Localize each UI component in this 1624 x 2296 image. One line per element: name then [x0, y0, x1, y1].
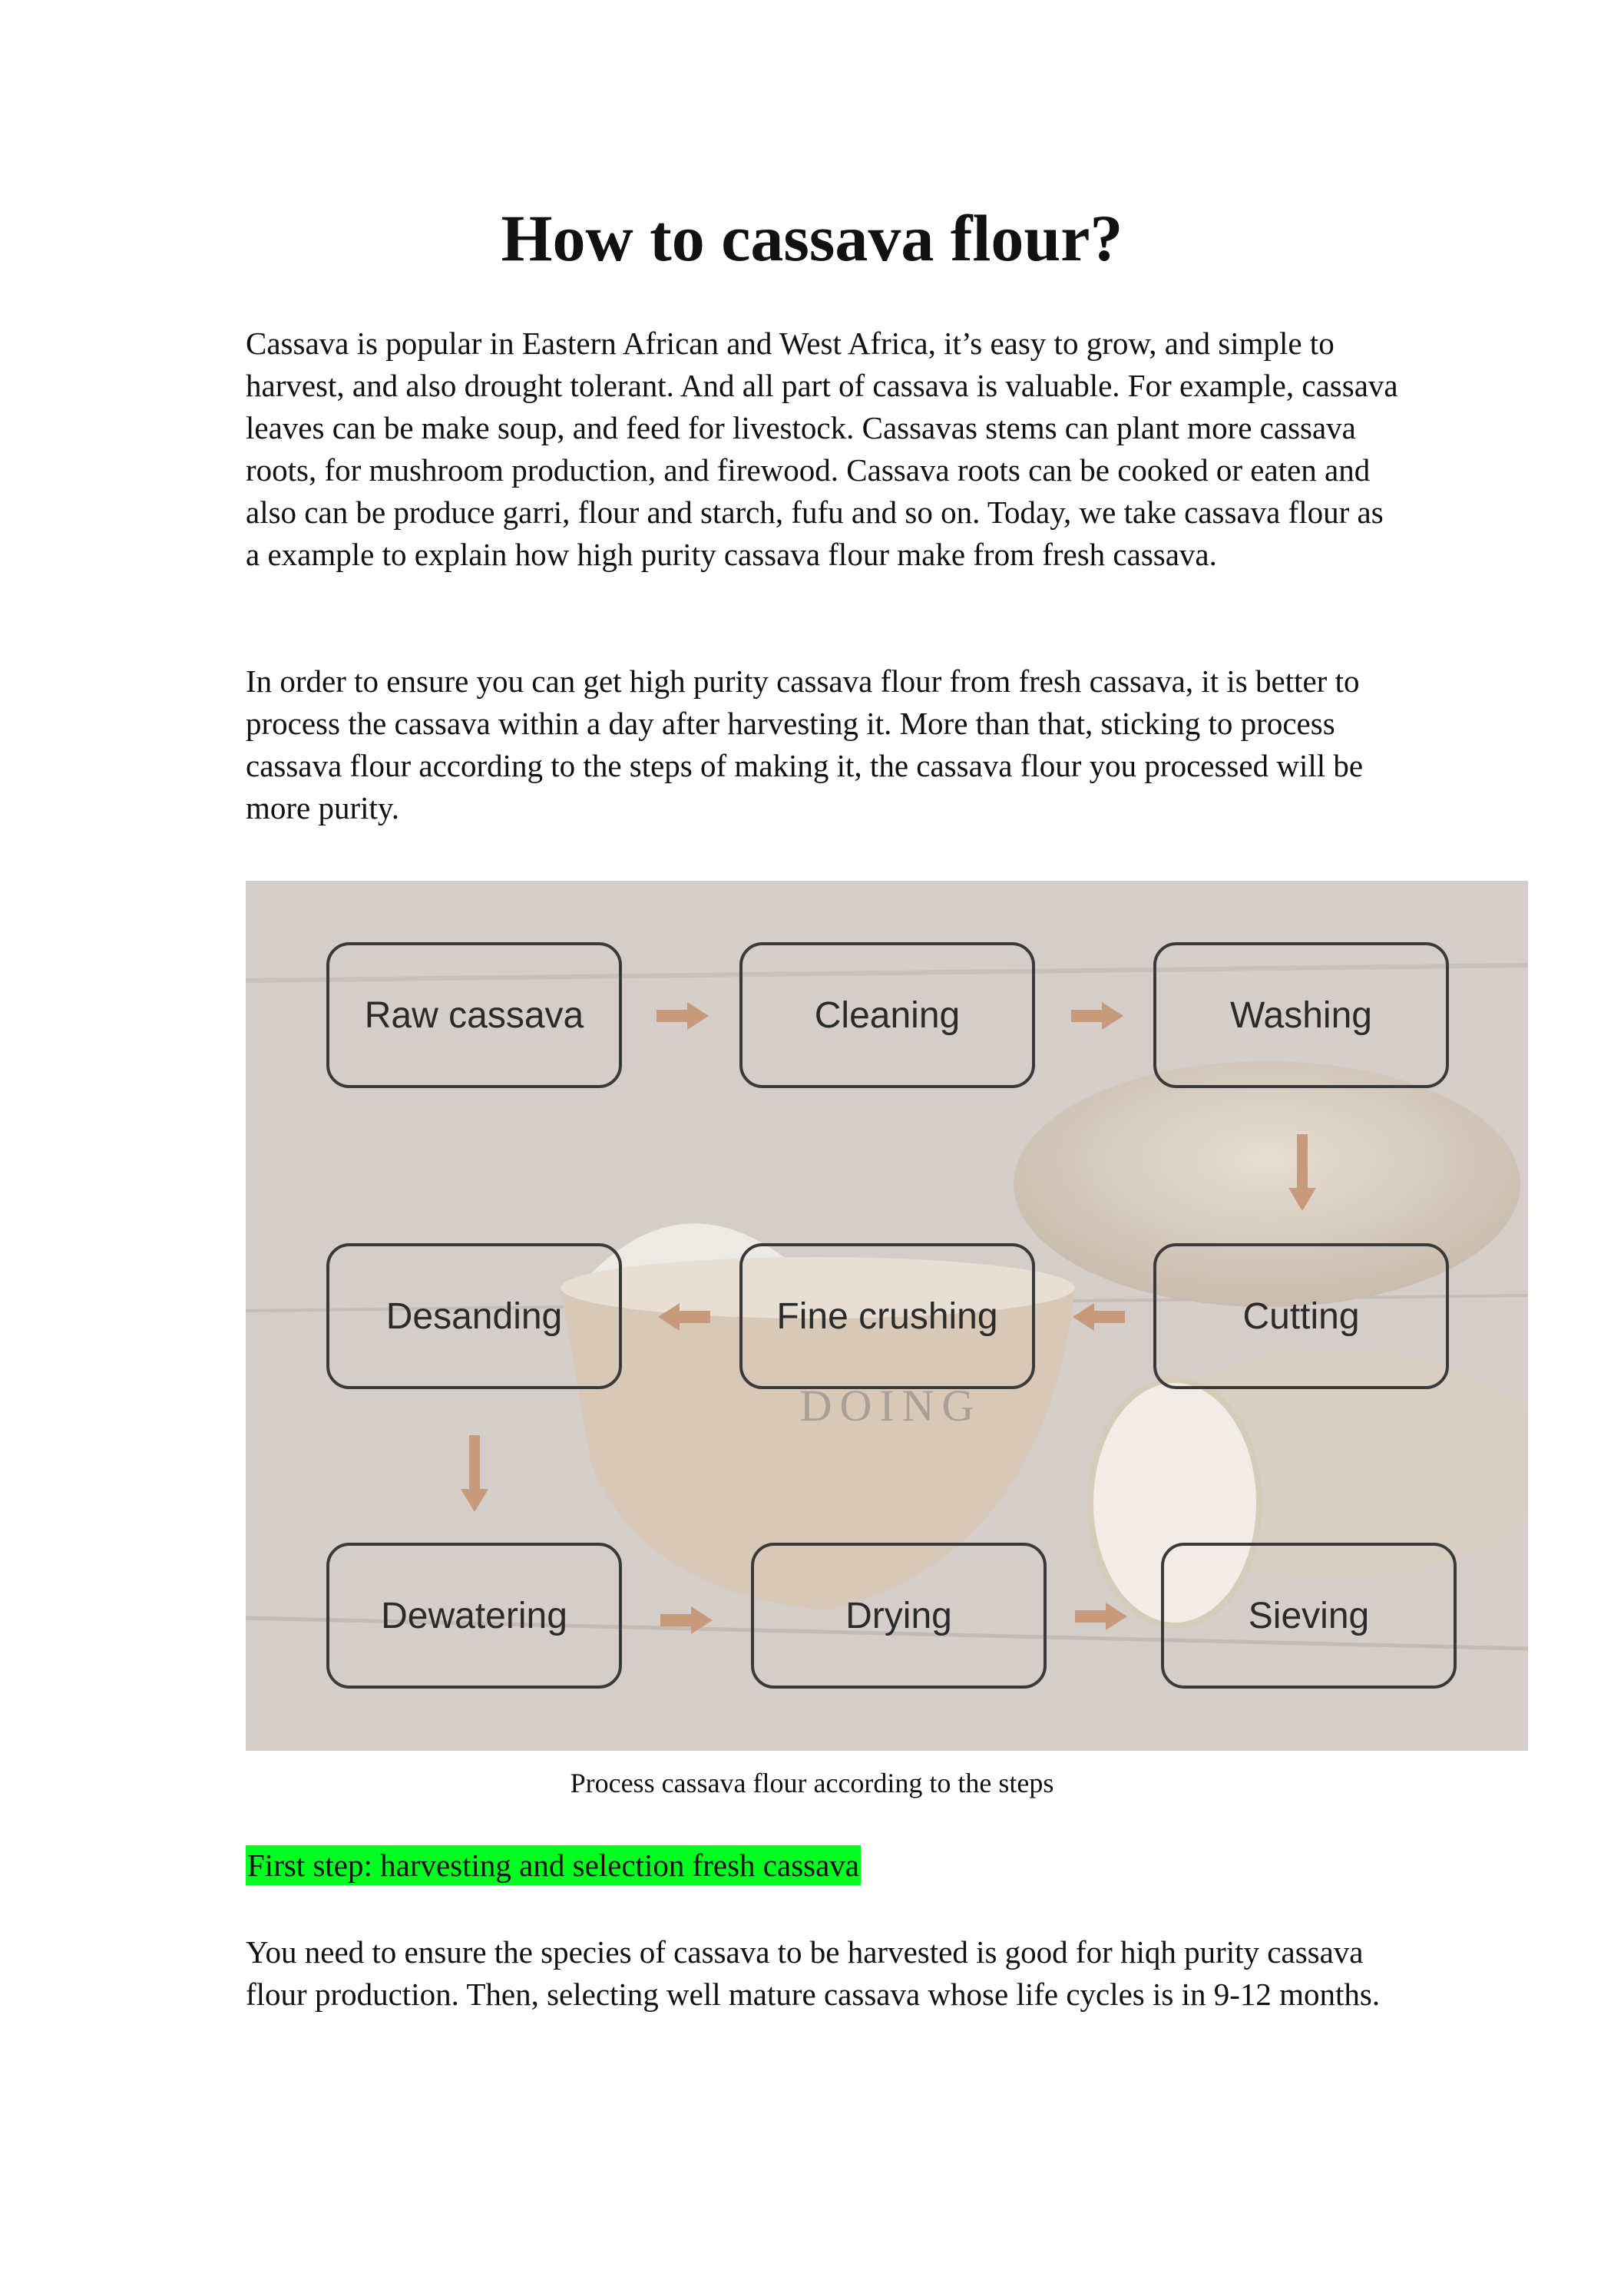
step-drying: Drying: [751, 1543, 1047, 1689]
arrow-down-icon: [1288, 1134, 1316, 1211]
watermark-logo: DOING: [799, 1381, 982, 1431]
arrow-left-icon: [657, 1303, 710, 1331]
figure-caption: Process cassava flour according to the steps: [570, 1768, 1054, 1798]
step-cleaning: Cleaning: [739, 942, 1035, 1088]
step-fine-crushing: Fine crushing: [739, 1243, 1035, 1389]
process-flow-figure: [246, 881, 1528, 1751]
arrow-down-icon: [461, 1435, 488, 1512]
step-cutting: Cutting: [1153, 1243, 1449, 1389]
first-step-heading: First step: harvesting and selection fresh cassava: [246, 1845, 861, 1885]
arrow-right-icon: [1075, 1603, 1129, 1630]
step-washing: Washing: [1153, 942, 1449, 1088]
step-desanding: Desanding: [326, 1243, 622, 1389]
arrow-left-icon: [1071, 1303, 1125, 1331]
first-step-paragraph: You need to ensure the species of cassava to be harvested is good for hiqh purity cassava flour production. Then, selecting well mature cassava whose life cycles is in 9-12 months.: [246, 1934, 1381, 2012]
step-raw-cassava: Raw cassava: [326, 942, 622, 1088]
step-sieving: Sieving: [1161, 1543, 1457, 1689]
arrow-right-icon: [657, 1002, 710, 1030]
purity-paragraph: In order to ensure you can get high purity cassava flour from fresh cassava, it is better to process the cassava within a day after harvesting it. More than that, sticking to process cassava flour according to the steps of making it, the cassava flour you processed will be more purity.: [246, 663, 1364, 825]
intro-paragraph: Cassava is popular in Eastern African and West Africa, it’s easy to grow, and simple to harvest, and also drought tolerant. And all part of cassava is valuable. For example, cassava leaves can be make soup, and feed for livestock. Cassavas stems can plant more cassava roots, for mushroom production, and firewood. Cassava roots can be cooked or eaten and also can be produce garri, flour and starch, fufu and so on. Today, we take cassava flour as a example to explain how high purity cassava flour make from fresh cassava.: [246, 326, 1398, 572]
page-title: How to cassava flour?: [501, 201, 1123, 275]
step-dewatering: Dewatering: [326, 1543, 622, 1689]
arrow-right-icon: [1071, 1002, 1125, 1030]
arrow-right-icon: [660, 1606, 714, 1634]
